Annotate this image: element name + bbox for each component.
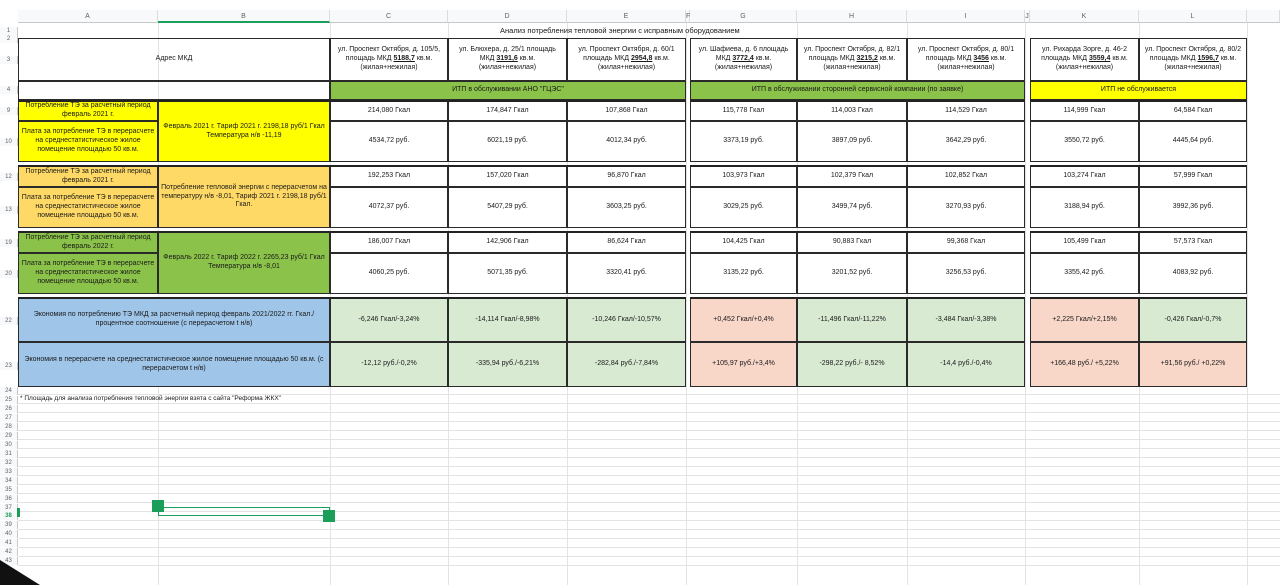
s2-rub-7[interactable]: 3188,94 руб. [1030, 187, 1139, 228]
s2-gcal-8[interactable]: 57,999 Гкал [1139, 165, 1247, 187]
row-header[interactable]: 2 [0, 35, 18, 43]
s1-rub-1[interactable]: 4534,72 руб. [330, 121, 448, 162]
grid-line [18, 565, 1280, 566]
row-header[interactable]: 37 [0, 504, 18, 512]
address-cell-2[interactable]: ул. Блюхера, д. 25/1 площадь МКД 3191,6 кв.м. (жилая+нежилая) [448, 38, 567, 81]
selected-range[interactable] [158, 507, 330, 516]
grid-line [1025, 23, 1026, 585]
address-cell-3[interactable]: ул. Проспект Октября, д. 60/1 площадь МКД 2954,8 кв.м. (жилая+нежилая) [567, 38, 686, 81]
s3-rub-8[interactable]: 4083,92 руб. [1139, 253, 1247, 294]
s1-rub-7[interactable]: 3550,72 руб. [1030, 121, 1139, 162]
col-header-E[interactable]: E [567, 10, 686, 23]
row-header[interactable]: 22 [0, 317, 18, 325]
economy-gcal-3[interactable]: -10,246 Гкал/-10,57% [567, 297, 686, 342]
section2-label-gcal[interactable]: Потребление ТЭ за расчетный период февраль 2021 г. [18, 165, 158, 187]
s3-gcal-6[interactable]: 99,368 Гкал [907, 231, 1025, 253]
row4-blank[interactable] [18, 81, 330, 100]
address-cell-4[interactable]: ул. Шафиева, д. 6 площадь МКД 3772,4 кв.м. (жилая+нежилая) [690, 38, 797, 81]
s1-rub-5[interactable]: 3897,09 руб. [797, 121, 907, 162]
economy-gcal-7[interactable]: +2,225 Гкал/+2,15% [1030, 297, 1139, 342]
s3-rub-5[interactable]: 3201,52 руб. [797, 253, 907, 294]
section2-desc[interactable]: Потребление тепловой энергии с перерасчетом на температуру н/в -8,01, Тариф 2021 г. 2198,18 руб/1 Гкал. [158, 165, 330, 228]
s3-gcal-7[interactable]: 105,499 Гкал [1030, 231, 1139, 253]
s2-gcal-6[interactable]: 102,852 Гкал [907, 165, 1025, 187]
s3-rub-3[interactable]: 3320,41 руб. [567, 253, 686, 294]
s1-rub-3[interactable]: 4012,34 руб. [567, 121, 686, 162]
selection-handle-start[interactable] [152, 500, 164, 512]
economy-gcal-1[interactable]: -6,246 Гкал/-3,24% [330, 297, 448, 342]
grid-line [18, 484, 1280, 485]
row-header[interactable]: 24 [0, 387, 18, 395]
economy-gcal-8[interactable]: -0,426 Гкал/-0,7% [1139, 297, 1247, 342]
economy-rub-6[interactable]: -14,4 руб./-0,4% [907, 342, 1025, 387]
economy-gcal-4[interactable]: +0,452 Гкал/+0,4% [690, 297, 797, 342]
economy-rub-4[interactable]: +105,97 руб./+3,4% [690, 342, 797, 387]
section3-desc[interactable]: Февраль 2022 г. Тариф 2022 г. 2265,23 руб/1 Гкал Температура н/в -8,01 [158, 231, 330, 294]
s3-gcal-2[interactable]: 142,906 Гкал [448, 231, 567, 253]
row-header[interactable]: 38 [0, 512, 18, 520]
col-header-J[interactable]: J [1025, 10, 1030, 23]
economy-rub-7[interactable]: +166,48 руб./ +5,22% [1030, 342, 1139, 387]
address-header[interactable]: Адрес МКД [18, 38, 330, 81]
row-header[interactable]: 19 [0, 239, 18, 247]
col-header-F[interactable]: F [686, 10, 690, 23]
row-header[interactable]: 32 [0, 459, 18, 467]
s1-gcal-8[interactable]: 64,584 Гкал [1139, 100, 1247, 121]
col-header-I[interactable]: I [907, 10, 1025, 23]
row-header[interactable]: 39 [0, 521, 18, 529]
grid-line [18, 412, 1280, 413]
col-header-L[interactable]: L [1139, 10, 1247, 23]
section3-label-gcal[interactable]: Потребление ТЭ за расчетный период февраль 2022 г. [18, 231, 158, 253]
economy-rub-2[interactable]: -335,94 руб./-6,21% [448, 342, 567, 387]
grid-line [18, 493, 1280, 494]
s2-rub-3[interactable]: 3603,25 руб. [567, 187, 686, 228]
row-header[interactable]: 36 [0, 495, 18, 503]
s3-rub-6[interactable]: 3256,53 руб. [907, 253, 1025, 294]
col-header-B[interactable]: B [158, 10, 330, 23]
economy-gcal-6[interactable]: -3,484 Гкал/-3,38% [907, 297, 1025, 342]
group-header-none[interactable]: ИТП не обслуживается [1030, 81, 1247, 100]
row-header[interactable]: 42 [0, 548, 18, 556]
col-header-blank [1247, 10, 1280, 23]
s2-gcal-4[interactable]: 103,973 Гкал [690, 165, 797, 187]
s1-gcal-5[interactable]: 114,003 Гкал [797, 100, 907, 121]
section1-label-rub[interactable]: Плата за потребление ТЭ в перерасчете на среднестатистическое жилое помещение площадью 50 кв.м. [18, 121, 158, 162]
grid-line [18, 529, 1280, 530]
grid-line [18, 448, 1280, 449]
s2-rub-2[interactable]: 5407,29 руб. [448, 187, 567, 228]
group-header-service[interactable]: ИТП в обслуживании сторонней сервисной компании (по заявке) [690, 81, 1025, 100]
address-cell-7[interactable]: ул. Рихарда Зорге, д. 46-2 площадь МКД 3559,4 кв.м. (жилая+нежилая) [1030, 38, 1139, 81]
row-header[interactable]: 40 [0, 530, 18, 538]
grid-line [18, 421, 1280, 422]
economy-rub-8[interactable]: +91,56 руб./ +0,22% [1139, 342, 1247, 387]
grid-line [18, 457, 1280, 458]
economy-gcal-label[interactable]: Экономия по потреблению ТЭ МКД за расчетный период февраль 2021/2022 гг. Гкал./процентное соотношение (с перерасчетом t н/в) [18, 297, 330, 342]
grid-line [18, 502, 1280, 503]
s3-rub-2[interactable]: 5071,35 руб. [448, 253, 567, 294]
s1-gcal-2[interactable]: 174,847 Гкал [448, 100, 567, 121]
s3-gcal-5[interactable]: 90,883 Гкал [797, 231, 907, 253]
row-header[interactable]: 13 [0, 206, 18, 214]
row-header[interactable]: 26 [0, 405, 18, 413]
grid-line [1247, 23, 1248, 585]
economy-rub-label[interactable]: Экономия в перерасчете на среднестатистическое жилое помещение площадью 50 кв.м. (с перерасчетом t н/в) [18, 342, 330, 387]
grid-line [18, 547, 1280, 548]
grid-line [18, 556, 1280, 557]
s1-rub-4[interactable]: 3373,19 руб. [690, 121, 797, 162]
row-header[interactable]: 31 [0, 450, 18, 458]
s1-gcal-3[interactable]: 107,868 Гкал [567, 100, 686, 121]
row-header[interactable]: 1 [0, 27, 18, 35]
row-header[interactable]: 23 [0, 362, 18, 370]
row-selection-marker [17, 508, 20, 517]
grid-line [18, 439, 1280, 440]
row-header[interactable]: 29 [0, 432, 18, 440]
grid-line [18, 430, 1280, 431]
s3-gcal-8[interactable]: 57,573 Гкал [1139, 231, 1247, 253]
row-header[interactable]: 33 [0, 468, 18, 476]
s3-rub-4[interactable]: 3135,22 руб. [690, 253, 797, 294]
col-header-D[interactable]: D [448, 10, 567, 23]
s2-gcal-5[interactable]: 102,379 Гкал [797, 165, 907, 187]
grid-line [18, 475, 1280, 476]
section2-label-rub[interactable]: Плата за потребление ТЭ в перерасчете на среднестатистическое жилое помещение площадью 50 кв.м. [18, 187, 158, 228]
s1-gcal-7[interactable]: 114,999 Гкал [1030, 100, 1139, 121]
sheet-title[interactable]: Анализ потребления тепловой энергии с исправным оборудованием [500, 26, 740, 35]
s3-rub-1[interactable]: 4060,25 руб. [330, 253, 448, 294]
s3-gcal-3[interactable]: 86,624 Гкал [567, 231, 686, 253]
economy-gcal-2[interactable]: -14,114 Гкал/-8,98% [448, 297, 567, 342]
grid-line [18, 520, 1280, 521]
col-header-K[interactable]: K [1030, 10, 1139, 23]
s2-rub-1[interactable]: 4072,37 руб. [330, 187, 448, 228]
footnote[interactable]: * Площадь для анализа потребления тепловой энергии взята с сайта "Реформа ЖКХ" [20, 395, 281, 402]
row-header[interactable]: 34 [0, 477, 18, 485]
col-header-H[interactable]: H [797, 10, 907, 23]
s1-rub-2[interactable]: 6021,19 руб. [448, 121, 567, 162]
s1-rub-8[interactable]: 4445,64 руб. [1139, 121, 1247, 162]
s2-rub-5[interactable]: 3499,74 руб. [797, 187, 907, 228]
row-header[interactable]: 3 [0, 56, 18, 64]
section1-label-gcal[interactable]: Потребление ТЭ за расчетный период февраль 2021 г. [18, 100, 158, 121]
row-header[interactable]: 30 [0, 441, 18, 449]
grid-line [18, 538, 1280, 539]
s2-gcal-2[interactable]: 157,020 Гкал [448, 165, 567, 187]
s3-rub-7[interactable]: 3355,42 руб. [1030, 253, 1139, 294]
s2-gcal-7[interactable]: 103,274 Гкал [1030, 165, 1139, 187]
economy-rub-5[interactable]: -298,22 руб./- 8,52% [797, 342, 907, 387]
selection-handle-end[interactable] [323, 510, 335, 522]
grid-line [18, 466, 1280, 467]
row-header[interactable]: 4 [0, 86, 18, 94]
row-header[interactable]: 41 [0, 539, 18, 547]
grid-line [686, 23, 687, 585]
row-header[interactable]: 20 [0, 270, 18, 278]
photo-edge [0, 560, 40, 585]
economy-rub-1[interactable]: -12,12 руб./-0,2% [330, 342, 448, 387]
s2-gcal-1[interactable]: 192,253 Гкал [330, 165, 448, 187]
col-header-A[interactable]: A [18, 10, 158, 23]
row-header[interactable]: 12 [0, 173, 18, 181]
economy-gcal-5[interactable]: -11,496 Гкал/-11,22% [797, 297, 907, 342]
s1-gcal-1[interactable]: 214,080 Гкал [330, 100, 448, 121]
s3-gcal-1[interactable]: 186,007 Гкал [330, 231, 448, 253]
s2-rub-4[interactable]: 3029,25 руб. [690, 187, 797, 228]
col-header-C[interactable]: C [330, 10, 448, 23]
address-cell-8[interactable]: ул. Проспект Октября, д. 80/2 площадь МКД 1596,7 кв.м. (жилая+нежилая) [1139, 38, 1247, 81]
s1-rub-6[interactable]: 3642,29 руб. [907, 121, 1025, 162]
row-header[interactable]: 43 [0, 557, 18, 565]
col-header-G[interactable]: G [690, 10, 797, 23]
s2-rub-8[interactable]: 3992,36 руб. [1139, 187, 1247, 228]
s1-gcal-6[interactable]: 114,529 Гкал [907, 100, 1025, 121]
section1-desc[interactable]: Февраль 2021 г. Тариф 2021 г. 2198,18 руб/1 Гкал Температура н/в -11,19 [158, 100, 330, 162]
section3-label-rub[interactable]: Плата за потребление ТЭ в перерасчете на среднестатистическое жилое помещение площадью 50 кв.м. [18, 253, 158, 294]
economy-rub-3[interactable]: -282,84 руб./-7,84% [567, 342, 686, 387]
address-cell-5[interactable]: ул. Проспект Октября, д. 82/1 площадь МКД 3215,2 кв.м. (жилая+нежилая) [797, 38, 907, 81]
s2-rub-6[interactable]: 3270,93 руб. [907, 187, 1025, 228]
row-header[interactable]: 27 [0, 414, 18, 422]
address-cell-6[interactable]: ул. Проспект Октября, д. 80/1 площадь МКД 3456 кв.м. (жилая+нежилая) [907, 38, 1025, 81]
s3-gcal-4[interactable]: 104,425 Гкал [690, 231, 797, 253]
s1-gcal-4[interactable]: 115,778 Гкал [690, 100, 797, 121]
row-header[interactable]: 28 [0, 423, 18, 431]
s2-gcal-3[interactable]: 96,870 Гкал [567, 165, 686, 187]
row-header[interactable]: 9 [0, 107, 18, 115]
group-header-gces[interactable]: ИТП в обслуживании АНО "ГЦЭС" [330, 81, 686, 100]
row-header[interactable]: 25 [0, 396, 18, 404]
address-cell-1[interactable]: ул. Проспект Октября, д. 105/5, площадь МКД 5188,7 кв.м. (жилая+нежилая) [330, 38, 448, 81]
grid-line [18, 403, 1280, 404]
row-header[interactable]: 35 [0, 486, 18, 494]
row-header[interactable]: 10 [0, 138, 18, 146]
